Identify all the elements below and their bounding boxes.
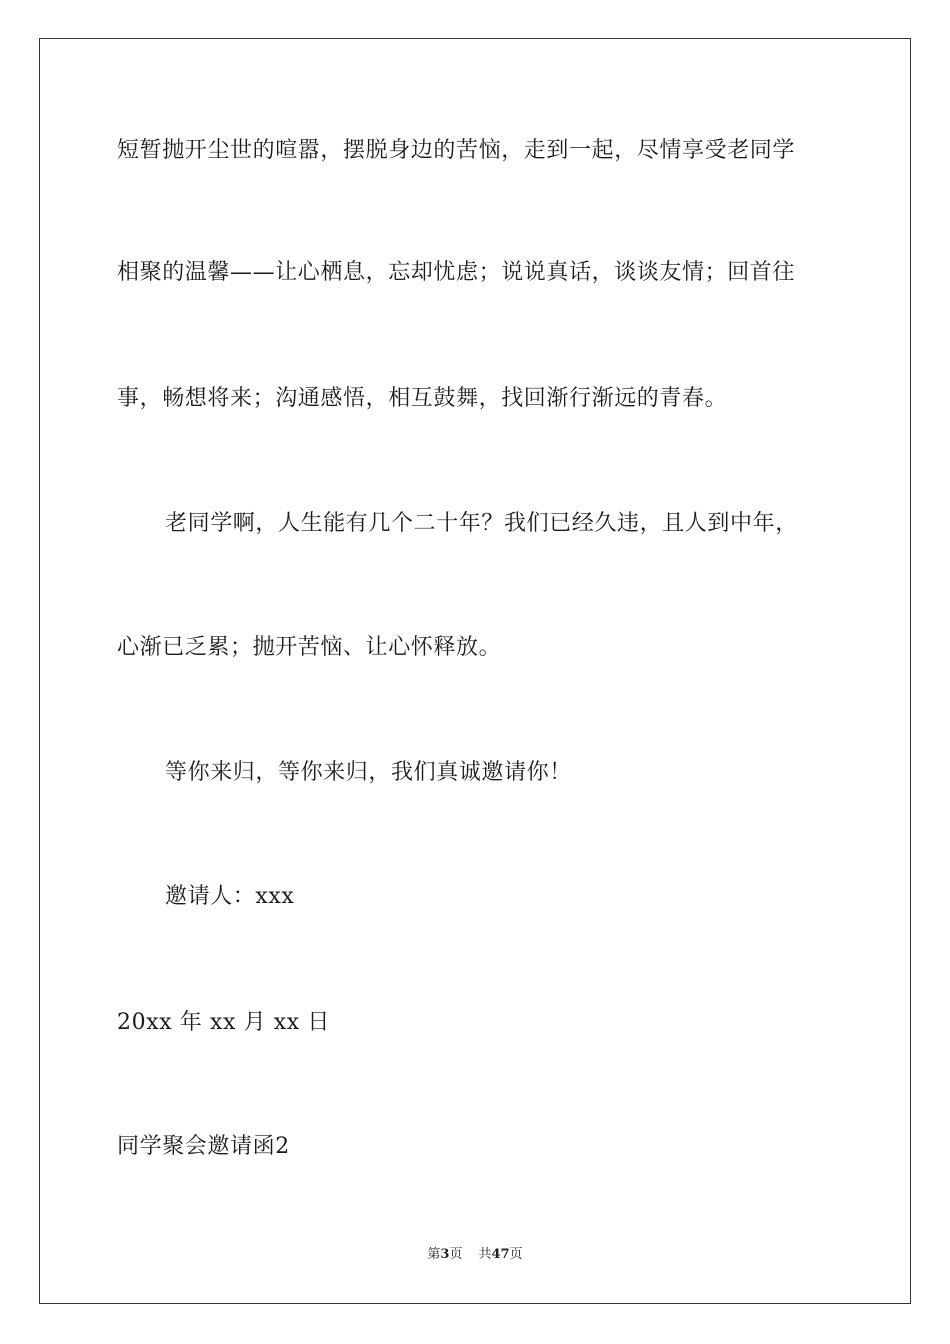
total-pages: 47 bbox=[491, 1247, 510, 1262]
paragraph-line: 心渐已乏累；抛开苦恼、让心怀释放。 bbox=[117, 635, 502, 660]
paragraph-line: 事，畅想将来；沟通感悟，相互鼓舞，找回渐行渐远的青春。 bbox=[117, 386, 728, 411]
inviter-line: 邀请人：xxx bbox=[165, 884, 295, 909]
paragraph-line: 老同学啊，人生能有几个二十年？我们已经久违，且人到中年， bbox=[165, 511, 798, 536]
page-border bbox=[39, 38, 911, 1304]
paragraph-line: 相聚的温馨——让心栖息，忘却忧虑；说说真话，谈谈友情；回首往 bbox=[117, 260, 796, 285]
date-line: 20xx 年 xx 月 xx 日 bbox=[117, 1010, 331, 1035]
paragraph-line: 等你来归，等你来归，我们真诚邀请你！ bbox=[165, 760, 572, 785]
paragraph-line: 短暂抛开尘世的喧嚣，摆脱身边的苦恼，走到一起，尽情享受老同学 bbox=[117, 138, 796, 163]
total-suffix: 页 bbox=[509, 1247, 523, 1262]
total-prefix: 共 bbox=[478, 1247, 492, 1262]
page-footer bbox=[0, 1246, 950, 1264]
section-heading: 同学聚会邀请函2 bbox=[117, 1134, 290, 1159]
page-number: 3 bbox=[440, 1247, 450, 1262]
page-prefix: 第 bbox=[427, 1247, 441, 1262]
page-suffix: 页 bbox=[449, 1247, 463, 1262]
